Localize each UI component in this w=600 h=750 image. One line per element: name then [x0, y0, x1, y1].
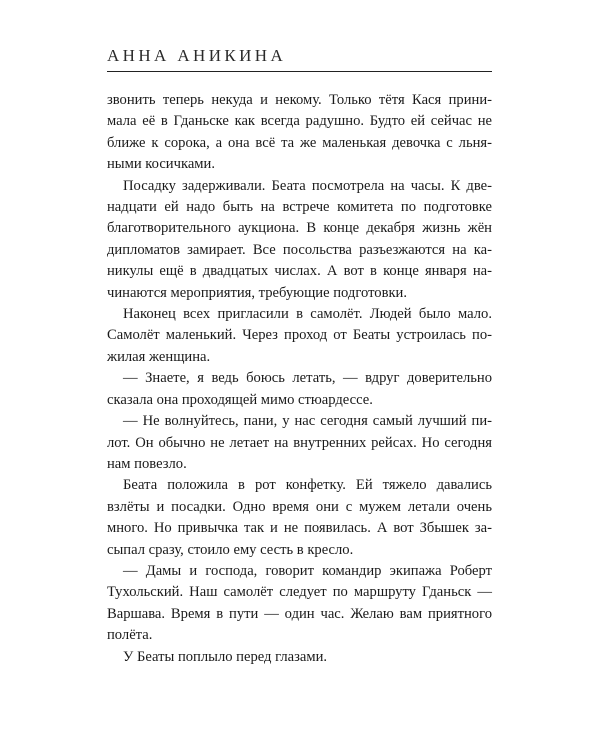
body-text	[107, 90, 492, 668]
text-line: Беата положила в рот конфетку. Ей тяжело давались	[123, 477, 492, 494]
paragraph	[107, 561, 492, 647]
text-line: сыпал сразу, стоило ему сесть в кресло.	[107, 541, 354, 558]
text-line: нам повезло.	[107, 455, 187, 472]
text-line: — Дамы и господа, говорит командир экипажа Роберт	[123, 562, 492, 579]
paragraph	[107, 411, 492, 475]
paragraph	[107, 90, 492, 176]
text-line: лот. Он обычно не летает на внутренних рейсах. Но сегодня	[107, 434, 492, 451]
text-line: чинаются мероприятия, требующие подготовки.	[107, 284, 408, 301]
text-line: У Беаты поплыло перед глазами.	[123, 648, 328, 665]
text-line: — Знаете, я ведь боюсь летать, — вдруг доверительно	[123, 370, 492, 387]
paragraph	[107, 176, 492, 304]
text-line: дипломатов замирает. Все посольства разъезжаются на ка-	[107, 241, 492, 258]
text-line: много. Но привычка так и не появилась. А вот Збышек за-	[107, 520, 492, 537]
text-line: Наконец всех пригласили в самолёт. Людей было мало.	[123, 306, 492, 323]
running-head-author: АННА АНИКИНА	[107, 46, 287, 65]
text-line: Тухольский. Наш самолёт следует по маршруту Гданьск —	[107, 584, 492, 601]
text-line: надцати ей надо быть на встрече комитета по подготовке	[107, 199, 492, 216]
paragraph	[107, 647, 492, 668]
header-rule	[107, 71, 492, 72]
paragraph	[107, 304, 492, 368]
text-line: ными косичками.	[107, 156, 215, 173]
paragraph	[107, 475, 492, 561]
text-line: полёта.	[107, 627, 153, 644]
text-line: жилая женщина.	[107, 348, 211, 365]
text-line: звонить теперь некуда и некому. Только тётя Кася прини-	[107, 92, 492, 108]
text-line: никулы ещё в двадцатых числах. А вот в конце января на-	[107, 263, 492, 280]
text-line: Посадку задерживали. Беата посмотрела на часы. К две-	[123, 177, 492, 194]
text-line: благотворительного аукциона. В конце декабря жизнь жён	[107, 220, 492, 237]
text-line: — Не волнуйтесь, пани, у нас сегодня самый лучший пи-	[123, 413, 492, 430]
text-line: мала её в Гданьске как всегда радушно. Будто ей сейчас не	[107, 113, 492, 130]
text-line: сказала она проходящей мимо стюардессе.	[107, 391, 373, 408]
text-line: ближе к сорока, а она всё та же маленькая девочка с льня-	[107, 134, 492, 151]
text-line: Самолёт маленький. Через проход от Беаты устроилась по-	[107, 327, 492, 344]
paragraph	[107, 368, 492, 411]
text-line: Варшава. Время в пути — один час. Желаю вам приятного	[107, 605, 492, 622]
text-line: взлёты и посадки. Одно время они с мужем летали очень	[107, 498, 492, 515]
